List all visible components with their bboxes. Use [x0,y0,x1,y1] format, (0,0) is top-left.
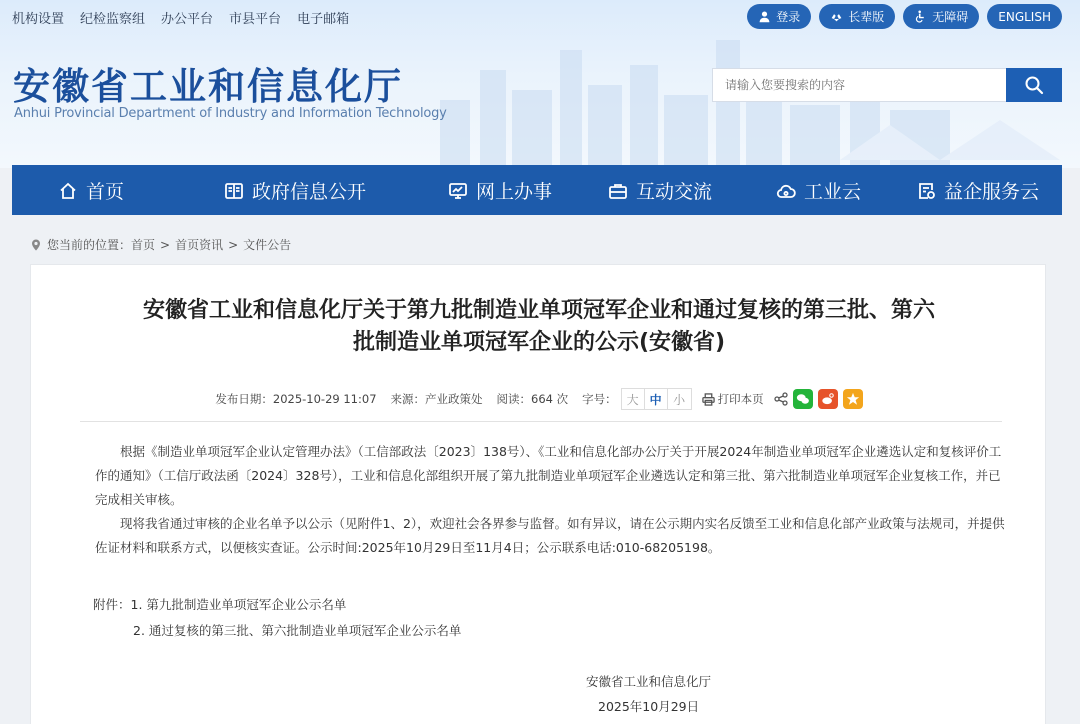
attachment-2-link[interactable]: 2. 通过复核的第三批、第六批制造业单项冠军企业公示名单 [133,623,462,638]
elderly-mode-label: 长辈版 [848,10,885,24]
search-icon [1024,75,1044,95]
breadcrumb-home[interactable]: 首页 [131,238,156,252]
breadcrumb [30,236,291,253]
weibo-share-button[interactable] [818,389,838,409]
article-source: 来源：产业政策处 [390,392,483,406]
nav-enterprise-service[interactable] [916,177,1039,204]
location-pin-icon [30,239,42,251]
home-icon [58,181,78,201]
interaction-icon [608,181,628,201]
nav-home[interactable] [58,177,124,204]
attachment-2-row [133,621,461,639]
english-label: ENGLISH [998,9,1051,24]
breadcrumb-separator: > [228,237,239,252]
accessibility-button[interactable] [903,4,979,29]
enterprise-service-icon [916,181,936,201]
nav-home-label: 首页 [86,181,125,203]
attachment-1-row [93,595,346,613]
page-header [0,0,1080,168]
article-title-line2: 批制造业单项冠军企业的公示(安徽省) [352,330,726,355]
accessibility-label: 无障碍 [932,10,969,24]
user-icon [758,10,771,23]
nav-interaction-label: 互动交流 [636,181,713,203]
nav-gov-info-label: 政府信息公开 [252,181,367,203]
toplink-county[interactable]: 市县平台 [229,12,282,27]
nav-enterprise-service-label: 益企服务云 [944,181,1040,203]
wechat-icon [796,392,810,406]
attachments-label: 附件： [93,597,131,612]
breadcrumb-news[interactable]: 首页资讯 [175,238,224,252]
fontsize-label: 字号： [582,392,617,406]
star-icon [846,392,860,406]
attachment-1-link[interactable]: 1. 第九批制造业单项冠军企业公示名单 [130,597,347,612]
share-icon[interactable] [774,392,788,406]
nav-industry-cloud[interactable] [776,177,861,204]
top-links [12,8,365,27]
toplink-discipline[interactable]: 纪检监察组 [80,12,146,27]
print-label: 打印本页 [717,392,764,406]
nav-online-service-label: 网上办事 [476,181,553,203]
elderly-mode-button[interactable] [819,4,895,29]
print-button[interactable] [702,391,764,407]
login-label: 登录 [776,10,801,24]
search-input[interactable] [712,68,1006,102]
view-count: 阅读：664 次 [496,392,569,406]
nav-interaction[interactable] [608,177,712,204]
hands-icon [830,10,843,23]
nav-gov-info[interactable] [224,177,366,204]
site-title[interactable]: 安徽省工业和信息化厅 [13,65,403,108]
info-list-icon [224,181,244,201]
nav-industry-cloud-label: 工业云 [804,181,862,203]
weibo-icon [821,392,835,406]
site-subtitle: Anhui Provincial Department of Industry and Information Technology [14,106,447,121]
article-title-line1: 安徽省工业和信息化厅关于第九批制造业单项冠军企业和通过复核的第三批、第六 [142,298,935,323]
font-size-small[interactable]: 小 [673,392,686,407]
article-panel [30,264,1046,724]
search-button[interactable] [1006,68,1062,102]
search-bar [712,68,1062,102]
breadcrumb-separator: > [160,237,171,252]
divider [80,421,1002,422]
toplink-org[interactable]: 机构设置 [12,12,65,27]
login-button[interactable] [747,4,811,29]
cloud-icon [776,181,796,201]
printer-icon [702,393,715,406]
toplink-office[interactable]: 办公平台 [161,12,214,27]
signature-date: 2025年10月29日 [598,699,700,714]
font-size-medium[interactable]: 中 [645,389,668,409]
online-service-icon [448,181,468,201]
article-title [31,295,1047,359]
nav-online-service[interactable] [448,177,552,204]
wechat-share-button[interactable] [793,389,813,409]
signature-org: 安徽省工业和信息化厅 [586,674,712,689]
qzone-share-button[interactable] [843,389,863,409]
font-size-selector [621,388,692,410]
wheelchair-icon [914,10,927,23]
publish-date: 发布日期：2025-10-29 11:07 [215,392,377,406]
breadcrumb-announcements[interactable]: 文件公告 [243,238,292,252]
top-buttons [747,4,1062,29]
toplink-email[interactable]: 电子邮箱 [297,12,350,27]
font-size-large[interactable]: 大 [622,389,645,409]
article-paragraph-1: 根据《制造业单项冠军企业认定管理办法》（工信部政法〔2023〕138号）、《工业和信息化部办公厅关于开展2024年制造业单项冠军企业遴选认定和复核评价工作的通知》（工信厅政法函〔2024〕328号），工业和信息化部组织开展了第九批制造业单项冠军企业遴选认定和第三批、第六批制造业单项冠军企业复核工作，并已完成相关审核。 [95,444,1002,507]
article-paragraph-2: 现将我省通过审核的企业名单予以公示（见附件1、2），欢迎社会各界参与监督。如有异议，请在公示期内实名反馈至工业和信息化部产业政策与法规司，并提供佐证材料和联系方式，以便核实查证。公示时间:2025年10月29日至11月4日；公示联系电话:010-68205198。 [95,516,1005,555]
article-body [95,440,1005,560]
breadcrumb-prefix: 您当前的位置： [47,238,132,252]
article-meta [31,388,1047,410]
main-nav [12,165,1062,215]
english-button[interactable] [987,4,1062,29]
